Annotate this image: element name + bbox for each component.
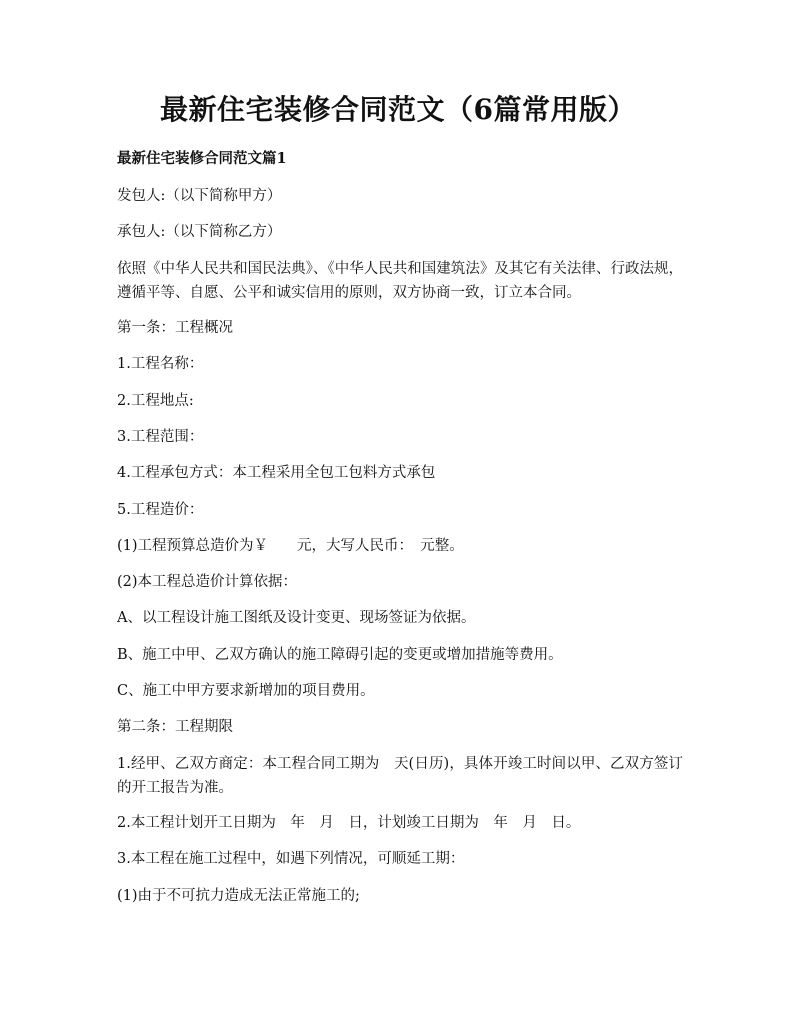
- list-item: (1)由于不可抗力造成无法正常施工的;: [117, 888, 360, 904]
- list-item: B、施工中甲、乙双方确认的施工障碍引起的变更或增加措施等费用。: [117, 647, 563, 663]
- list-item: (2)本工程总造价计算依据：: [117, 574, 298, 590]
- list-item: (1)工程预算总造价为￥ 元，大写人民币： 元整。: [117, 538, 464, 554]
- list-item: 3.本工程在施工过程中，如遇下列情况，可顺延工期：: [117, 851, 465, 867]
- list-item: 1.经甲、乙双方商定：本工程合同工期为 天(日历)，具体开竣工时间以甲、乙双方签订的开工报告为准。: [117, 756, 683, 796]
- list-item: 1.工程名称：: [117, 356, 204, 372]
- section-heading: 最新住宅装修合同范文篇1: [117, 150, 287, 167]
- paragraph-contractor: 承包人:（以下简称乙方）: [117, 224, 282, 240]
- document-title: 最新住宅装修合同范文（6篇常用版）: [160, 93, 636, 126]
- list-item: 2.本工程计划开工日期为 年 月 日，计划竣工日期为 年 月 日。: [117, 815, 581, 831]
- article-1-heading: 第一条：工程概况: [117, 320, 233, 336]
- article-2-heading: 第二条：工程期限: [117, 719, 233, 735]
- paragraph-employer: 发包人:（以下简称甲方）: [117, 188, 282, 204]
- list-item: A、以工程设计施工图纸及设计变更、现场签证为依据。: [117, 610, 476, 626]
- paragraph-preamble: 依照《中华人民共和国民法典》、《中华人民共和国建筑法》及其它有关法律、行政法规，遵循平等、自愿、公平和诚实信用的原则，双方协商一致，订立本合同。: [117, 261, 683, 301]
- list-item: 3.工程范围：: [117, 429, 204, 445]
- list-item: 4.工程承包方式：本工程采用全包工包料方式承包: [117, 465, 436, 481]
- list-item: 5.工程造价：: [117, 502, 204, 518]
- list-item: C、施工中甲方要求新增加的项目费用。: [117, 683, 375, 699]
- list-item: 2.工程地点:: [117, 393, 194, 409]
